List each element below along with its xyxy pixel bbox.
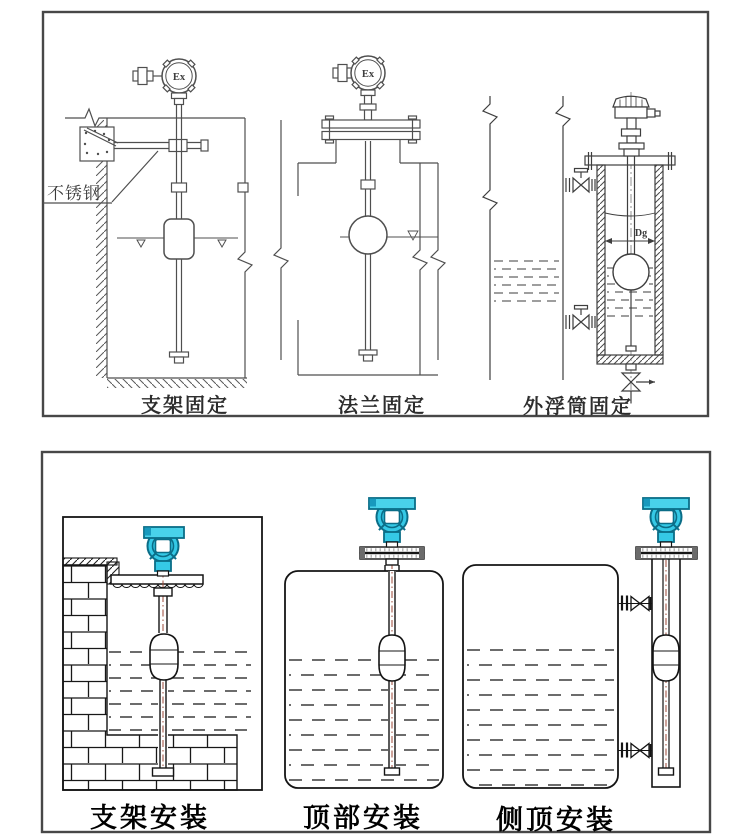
ex-mark-label: Ex xyxy=(361,69,375,80)
tank xyxy=(285,571,443,788)
caption-top-installation: 顶部安装 xyxy=(303,803,423,833)
figure-bracket-installation xyxy=(63,517,262,790)
pipe-diameter-label: Dg xyxy=(634,228,648,239)
wall-bracket-plate xyxy=(80,127,118,161)
caption-external-chamber-fixing: 外浮筒固定 xyxy=(523,396,633,418)
float-ball xyxy=(164,219,194,259)
float-ball xyxy=(613,254,649,290)
ex-mark-label: Ex xyxy=(172,72,186,83)
caption-side-top-installation: 侧顶安装 xyxy=(496,805,616,835)
caption-bracket-installation: 支架安装 xyxy=(90,803,210,833)
float-ball xyxy=(379,635,405,681)
stainless-steel-label: 不锈钢 xyxy=(47,184,101,203)
float-ball xyxy=(653,635,679,681)
caption-flange-fixing: 法兰固定 xyxy=(338,395,426,417)
float-ball xyxy=(349,216,387,254)
caption-bracket-fixing: 支架固定 xyxy=(141,395,229,417)
mounting-flange xyxy=(636,547,697,559)
float-ball xyxy=(150,634,178,680)
